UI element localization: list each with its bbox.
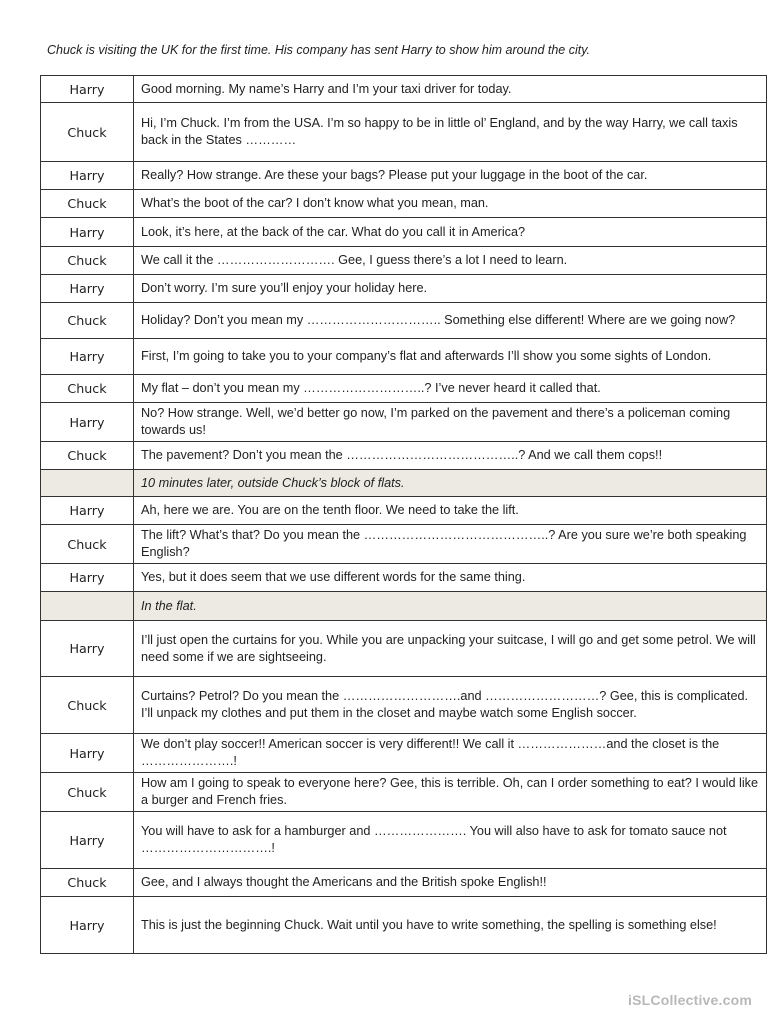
stage-direction-text: In the flat. xyxy=(134,592,767,621)
dialogue-line: Good morning. My name’s Harry and I’m your taxi driver for today. xyxy=(134,76,767,103)
dialogue-line: How am I going to speak to everyone here? Gee, this is terrible. Oh, can I order something to eat? I would like a burger and French fries. xyxy=(134,773,767,812)
speaker-cell: Chuck xyxy=(41,677,134,734)
speaker-cell: Harry xyxy=(41,564,134,592)
dialogue-row xyxy=(41,403,767,442)
dialogue-line: Curtains? Petrol? Do you mean the ……………………….and ………………………? Gee, this is complicated. I’ll unpack my clothes and put them in the closet and maybe watch some English soccer. xyxy=(134,677,767,734)
dialogue-line: Don’t worry. I’m sure you’ll enjoy your holiday here. xyxy=(134,275,767,303)
stage-direction-row xyxy=(41,592,767,621)
dialogue-line: The pavement? Don’t you mean the …………………………………..? And we call them cops!! xyxy=(134,442,767,470)
dialogue-line: Hi, I’m Chuck. I’m from the USA. I’m so happy to be in little ol’ England, and by the way Harry, we call taxis back in the States ………… xyxy=(134,103,767,162)
stage-direction-text: 10 minutes later, outside Chuck’s block of flats. xyxy=(134,470,767,497)
dialogue-line: This is just the beginning Chuck. Wait until you have to write something, the spelling is something else! xyxy=(134,897,767,954)
dialogue-row xyxy=(41,897,767,954)
speaker-cell: Chuck xyxy=(41,375,134,403)
dialogue-line: We call it the ………………………. Gee, I guess there’s a lot I need to learn. xyxy=(134,247,767,275)
dialogue-row xyxy=(41,190,767,218)
dialogue-line: I’ll just open the curtains for you. While you are unpacking your suitcase, I will go and get some petrol. We will need some if we are sightseeing. xyxy=(134,621,767,677)
dialogue-row xyxy=(41,773,767,812)
dialogue-row xyxy=(41,497,767,525)
dialogue-row xyxy=(41,162,767,190)
dialogue-row xyxy=(41,734,767,773)
speaker-cell: Harry xyxy=(41,497,134,525)
speaker-cell xyxy=(41,592,134,621)
dialogue-line: We don’t play soccer!! American soccer is very different!! We call it …………………and the closet is the ………………….! xyxy=(134,734,767,773)
speaker-cell: Harry xyxy=(41,812,134,869)
dialogue-line: Gee, and I always thought the Americans and the British spoke English!! xyxy=(134,869,767,897)
dialogue-row xyxy=(41,218,767,247)
speaker-cell: Chuck xyxy=(41,869,134,897)
dialogue-line: No? How strange. Well, we’d better go now, I’m parked on the pavement and there’s a policeman coming towards us! xyxy=(134,403,767,442)
dialogue-row xyxy=(41,442,767,470)
dialogue-line: Really? How strange. Are these your bags? Please put your luggage in the boot of the car. xyxy=(134,162,767,190)
dialogue-line: My flat – don’t you mean my ………………………..? I’ve never heard it called that. xyxy=(134,375,767,403)
speaker-cell: Chuck xyxy=(41,773,134,812)
watermark-logo: iSLCollective.com xyxy=(628,992,752,1008)
dialogue-line: First, I’m going to take you to your company’s flat and afterwards I’ll show you some sights of London. xyxy=(134,339,767,375)
dialogue-line: Look, it’s here, at the back of the car. What do you call it in America? xyxy=(134,218,767,247)
dialogue-row xyxy=(41,303,767,339)
speaker-cell: Harry xyxy=(41,76,134,103)
dialogue-line: Ah, here we are. You are on the tenth floor. We need to take the lift. xyxy=(134,497,767,525)
speaker-cell: Harry xyxy=(41,218,134,247)
dialogue-row xyxy=(41,339,767,375)
speaker-cell: Harry xyxy=(41,897,134,954)
speaker-cell: Harry xyxy=(41,403,134,442)
speaker-cell: Chuck xyxy=(41,442,134,470)
dialogue-table xyxy=(40,75,767,954)
dialogue-row xyxy=(41,247,767,275)
dialogue-line: Holiday? Don’t you mean my ………………………….. Something else different! Where are we going now? xyxy=(134,303,767,339)
speaker-cell: Chuck xyxy=(41,525,134,564)
speaker-cell: Harry xyxy=(41,275,134,303)
dialogue-row xyxy=(41,76,767,103)
stage-direction-row xyxy=(41,470,767,497)
dialogue-row xyxy=(41,564,767,592)
dialogue-row xyxy=(41,525,767,564)
speaker-cell: Chuck xyxy=(41,303,134,339)
speaker-cell: Harry xyxy=(41,162,134,190)
dialogue-row xyxy=(41,103,767,162)
speaker-cell: Harry xyxy=(41,621,134,677)
dialogue-line: You will have to ask for a hamburger and …………………. You will also have to ask for tomato sauce not ………………………….! xyxy=(134,812,767,869)
speaker-cell: Chuck xyxy=(41,247,134,275)
intro-text: Chuck is visiting the UK for the first time. His company has sent Harry to show him around the city. xyxy=(47,43,591,57)
dialogue-row xyxy=(41,275,767,303)
speaker-cell xyxy=(41,470,134,497)
dialogue-line: What’s the boot of the car? I don’t know what you mean, man. xyxy=(134,190,767,218)
dialogue-row xyxy=(41,621,767,677)
speaker-cell: Harry xyxy=(41,734,134,773)
dialogue-row xyxy=(41,812,767,869)
speaker-cell: Chuck xyxy=(41,190,134,218)
dialogue-row xyxy=(41,375,767,403)
dialogue-row xyxy=(41,677,767,734)
dialogue-line: Yes, but it does seem that we use different words for the same thing. xyxy=(134,564,767,592)
speaker-cell: Harry xyxy=(41,339,134,375)
speaker-cell: Chuck xyxy=(41,103,134,162)
dialogue-line: The lift? What’s that? Do you mean the ……………………………………..? Are you sure we’re both speaking English? xyxy=(134,525,767,564)
dialogue-row xyxy=(41,869,767,897)
